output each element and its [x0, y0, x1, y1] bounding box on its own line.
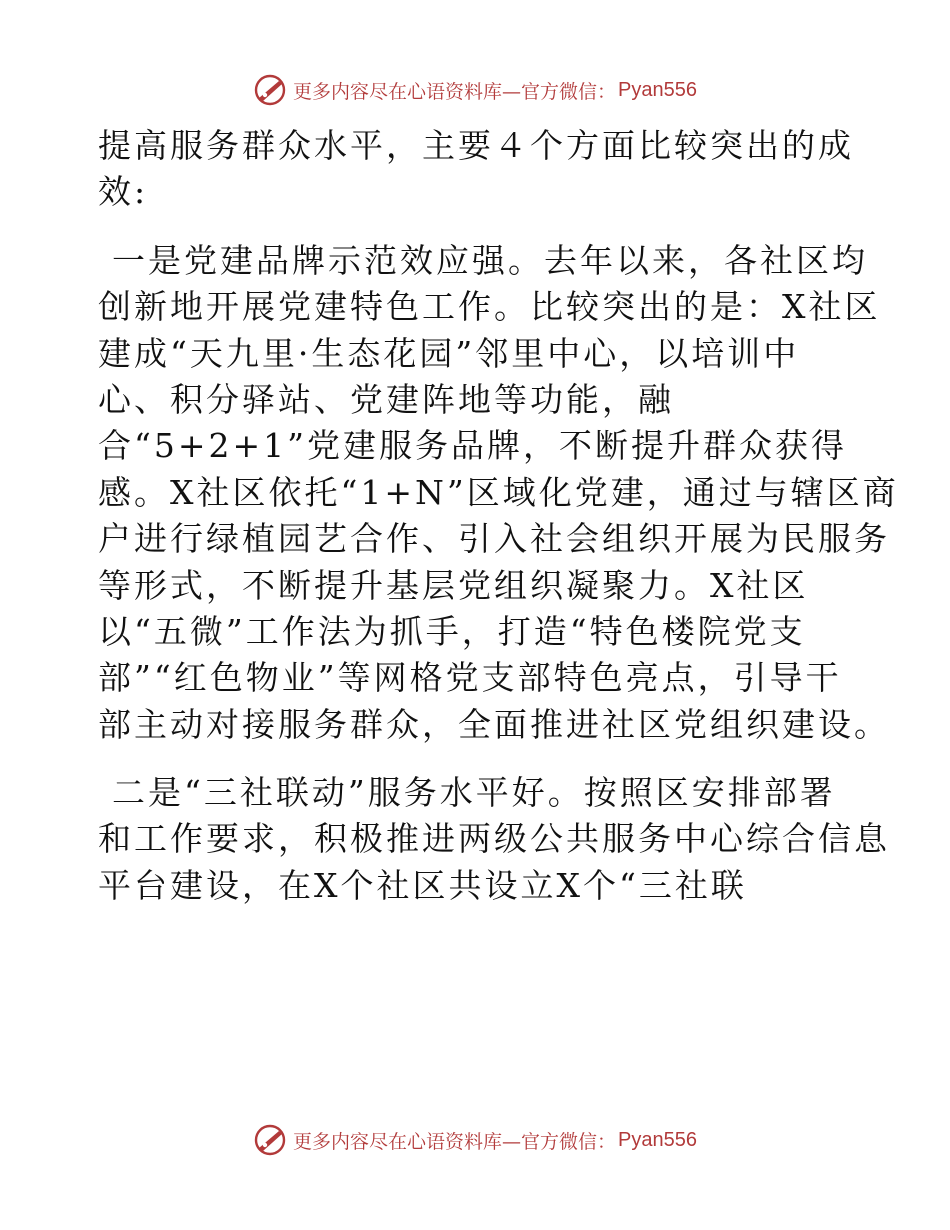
text-line: 创新地开展党建特色工作。比较突出的是：X社区: [98, 287, 881, 327]
text-line: 提高服务群众水平，主要４个方面比较突出的成: [98, 126, 854, 165]
text-line: 建成“天九里·生态花园”邻里中心，以培训中: [98, 333, 800, 373]
pen-circle-logo-icon: [253, 1123, 287, 1157]
text-line: 平台建设，在X个社区共设立X个“三社联: [98, 865, 747, 905]
banner-text: 更多内容尽在心语资料库—官方微信：: [293, 1130, 617, 1153]
paragraph-intro: [98, 123, 898, 216]
text-line: 等形式，不断提升基层党组织凝聚力。X社区: [98, 565, 809, 605]
paragraph-three-society: [98, 770, 898, 909]
text-line: 一是党建品牌示范效应强。去年以来，各社区均: [112, 240, 868, 280]
text-line: 合“5+2+1”党建服务品牌，不断提升群众获得: [98, 426, 848, 466]
text-line: 以“五微”工作法为抓手，打造“特色楼院党支: [98, 611, 806, 651]
text-line: 户进行绿植园艺合作、引入社会组织开展为民服务: [98, 519, 890, 559]
pen-circle-logo-icon: [253, 73, 287, 107]
text-line: 感。X社区依托“1+N”区域化党建，通过与辖区商: [98, 472, 899, 512]
text-line: 心、积分驿站、党建阵地等功能，融: [98, 379, 674, 419]
text-line: 效:: [98, 172, 149, 212]
footer-watermark-banner: [0, 1120, 950, 1160]
text-line: 部主动对接服务群众，全面推进社区党组织建设。: [98, 704, 890, 744]
text-line: 二是“三社联动”服务水平好。按照区安排部署: [112, 773, 836, 813]
text-line: 和工作要求，积极推进两级公共服务中心综合信息: [98, 819, 890, 859]
banner-wechat-id: Pyan556: [618, 78, 697, 101]
banner-text: 更多内容尽在心语资料库—官方微信：: [293, 80, 617, 103]
text-line: 部”“红色物业”等网格党支部特色亮点，引导干: [98, 658, 842, 698]
paragraph-party-building: [98, 238, 898, 748]
banner-wechat-id: Pyan556: [618, 1128, 697, 1151]
document-body: [98, 123, 898, 909]
header-watermark-banner: [0, 70, 950, 110]
